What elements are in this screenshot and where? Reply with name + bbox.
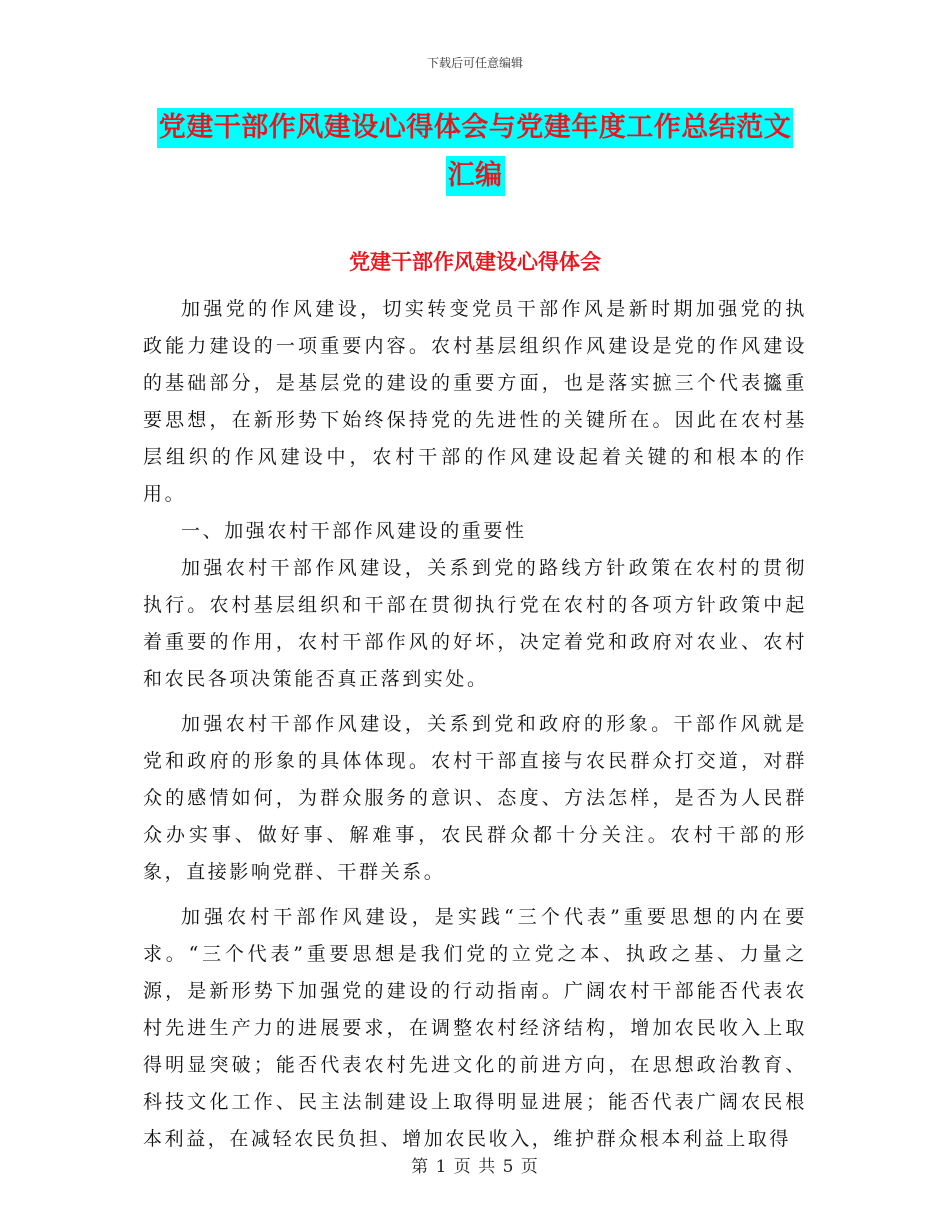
body-paragraph-4: 加强农村干部作风建设，是实践“三个代表”重要思想的内在要求。“三个代表”重要思想是我们党的立党之本、执政之基、力量之源，是新形势下加强党的建设的行动指南。广阔农村干部能否代表农村先进生产力的进展要求，在调整农村经济结构，增加农民收入上取得明显突破；能否代表农村先进文化的前进方向，在思想政治教育、科技文化工作、民主法制建设上取得明显进展；能否代表广阔农民根本利益，在减轻农民负担、增加农民收入，维护群众根本利益上取得 bbox=[143, 906, 807, 1150]
page-header-note: 下载后可任意编辑 bbox=[426, 56, 523, 70]
body-paragraph-2: 加强农村干部作风建设，关系到党的路线方针政策在农村的贯彻执行。农村基层组织和干部在贯彻执行党在农村的各项方针政策中起着重要的作用，农村干部作风的好坏，决定着党和政府对农业、农村和农民各项决策能否真正落到实处。 bbox=[143, 557, 807, 690]
document-title-line-2: 汇编 bbox=[446, 156, 505, 196]
body-paragraph-1: 加强党的作风建设，切实转变党员干部作风是新时期加强党的执政能力建设的一项重要内容。农村基层组织作风建设是党的作风建设的基础部分，是基层党的建设的重要方面，也是落实摭三个代表攨重要思想，在新形势下始终保持党的先进性的关键所在。因此在农村基层组织的作风建设中，农村干部的作风建设起着关键的和根本的作用。 bbox=[143, 298, 807, 505]
body-paragraph-3: 加强农村干部作风建设，关系到党和政府的形象。干部作风就是党和政府的形象的具体体现。农村干部直接与农民群众打交道，对群众的感情如何，为群众服务的意识、态度、方法怎样，是否为人民群众办实事、做好事、解难事，农民群众都十分关注。农村干部的形象，直接影响党群、干群关系。 bbox=[143, 713, 807, 883]
document-title-line-1: 党建干部作风建设心得体会与党建年度工作总结范文 bbox=[157, 108, 794, 148]
page-number: 第 1 页 共 5 页 bbox=[411, 1157, 539, 1177]
section-heading-1: 一、加强农村干部作风建设的重要性 bbox=[181, 520, 527, 542]
document-title bbox=[145, 108, 805, 196]
document-body bbox=[143, 291, 807, 1158]
section-title: 党建干部作风建设心得体会 bbox=[349, 250, 601, 274]
